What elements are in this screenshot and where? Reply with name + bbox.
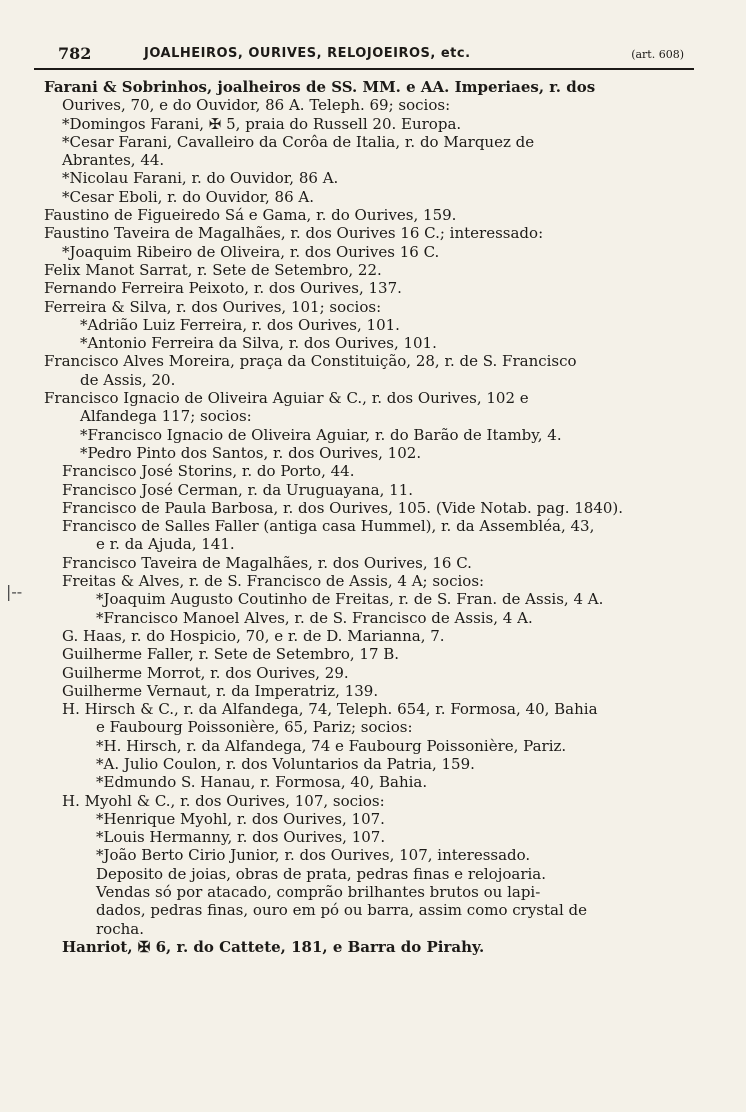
entry-line: Francisco Ignacio de Oliveira Aguiar & C., r. dos Ourives, 102 e [44,389,529,408]
entry-line: Hanriot, ✠ 6, r. do Cattete, 181, e Barra do Pirahy. [62,937,485,956]
entry-line: Francisco Taveira de Magalhães, r. dos Ourives, 16 C. [62,553,472,572]
entry-line: Guilherme Vernaut, r. da Imperatriz, 139. [62,681,379,700]
entry-line: *Domingos Farani, ✠ 5, praia do Russell 20. Europa. [62,114,462,133]
section-title: JOALHEIROS, OURIVES, RELOJOEIROS, etc. [144,46,471,61]
entry-line: e Faubourg Poissonière, 65, Pariz; socios: [96,718,413,737]
entry-line: Vendas só por atacado, comprão brilhantes brutos ou lapi- [96,883,541,902]
entry-line: Freitas & Alves, r. de S. Francisco de Assis, 4 A; socios: [62,572,485,591]
page-number: 782 [58,44,92,63]
entry-line: *João Berto Cirio Junior, r. dos Ourives, 107, interessado. [96,846,531,865]
entry-line: *Pedro Pinto dos Santos, r. dos Ourives, 102. [80,443,422,462]
entry-line: Guilherme Faller, r. Sete de Setembro, 17 B. [62,645,400,664]
entry-line: *A. Julio Coulon, r. dos Voluntarios da Patria, 159. [96,754,475,773]
entry-line: *Louis Hermanny, r. dos Ourives, 107. [96,828,386,847]
entry-line: Faustino de Figueiredo Sá e Gama, r. do Ourives, 159. [44,206,457,225]
entry-line: *Joaquim Augusto Coutinho de Freitas, r. de S. Fran. de Assis, 4 A. [96,590,604,609]
entry-line: *Francisco Manoel Alves, r. de S. Francisco de Assis, 4 A. [96,608,533,627]
entry-line: Francisco Alves Moreira, praça da Constituição, 28, r. de S. Francisco [44,352,577,371]
entry-line: *Cesar Farani, Cavalleiro da Corôa de Italia, r. do Marquez de [62,132,535,151]
entry-line: *Francisco Ignacio de Oliveira Aguiar, r. do Barão de Itamby, 4. [80,425,562,444]
entry-line: Francisco de Paula Barbosa, r. dos Ourives, 105. (Vide Notab. pag. 1840). [62,498,624,517]
entry-line: *Adrião Luiz Ferreira, r. dos Ourives, 101. [80,315,400,334]
entry-line: H. Hirsch & C., r. da Alfandega, 74, Teleph. 654, r. Formosa, 40, Bahia [62,700,598,719]
entry-line: Alfandega 117; socios: [80,407,252,426]
entry-line: *Nicolau Farani, r. do Ouvidor, 86 A. [62,169,339,188]
entry-line: H. Myohl & C., r. dos Ourives, 107, socios: [62,791,385,810]
entry-line: *Henrique Myohl, r. dos Ourives, 107. [96,809,385,828]
entry-line: Fernando Ferreira Peixoto, r. dos Ourives, 137. [44,279,402,298]
margin-mark: |-- [6,582,23,601]
entry-line: *Joaquim Ribeiro de Oliveira, r. dos Ourives 16 C. [62,242,440,261]
entry-line: Faustino Taveira de Magalhães, r. dos Ourives 16 C.; interessado: [44,224,544,243]
entry-line: Deposito de joias, obras de prata, pedras finas e relojoaria. [96,864,546,883]
entry-line: Abrantes, 44. [62,151,165,170]
entry-line: Francisco de Salles Faller (antiga casa Hummel), r. da Assembléa, 43, [62,517,595,536]
entry-line: Guilherme Morrot, r. dos Ourives, 29. [62,663,349,682]
article-ref: (art. 608) [631,48,684,61]
entry-line: Francisco José Cerman, r. da Uruguayana, 11. [62,480,414,499]
entry-line: dados, pedras finas, ouro em pó ou barra, assim como crystal de [96,901,588,920]
entry-line: Francisco José Storins, r. do Porto, 44. [62,462,355,481]
entry-line: *Antonio Ferreira da Silva, r. dos Ourives, 101. [80,334,437,353]
entry-line: Farani & Sobrinhos, joalheiros de SS. MM. e AA. Imperiaes, r. dos [44,78,596,96]
entry-line: rocha. [96,919,144,938]
entry-line: Felix Manot Sarrat, r. Sete de Setembro, 22. [44,260,382,279]
entry-line: Ferreira & Silva, r. dos Ourives, 101; socios: [44,297,382,316]
entry-line: de Assis, 20. [80,370,176,389]
directory-entries [40,78,700,956]
entry-line: *Cesar Eboli, r. do Ouvidor, 86 A. [62,187,314,206]
entry-line: *H. Hirsch, r. da Alfandega, 74 e Faubourg Poissonière, Pariz. [96,736,567,755]
page-header [34,42,694,70]
entry-line: *Edmundo S. Hanau, r. Formosa, 40, Bahia. [96,773,428,792]
entry-line: Ourives, 70, e do Ouvidor, 86 A. Teleph. 69; socios: [62,96,451,115]
entry-line: G. Haas, r. do Hospicio, 70, e r. de D. Marianna, 7. [62,626,445,645]
entry-line: e r. da Ajuda, 141. [96,535,235,554]
